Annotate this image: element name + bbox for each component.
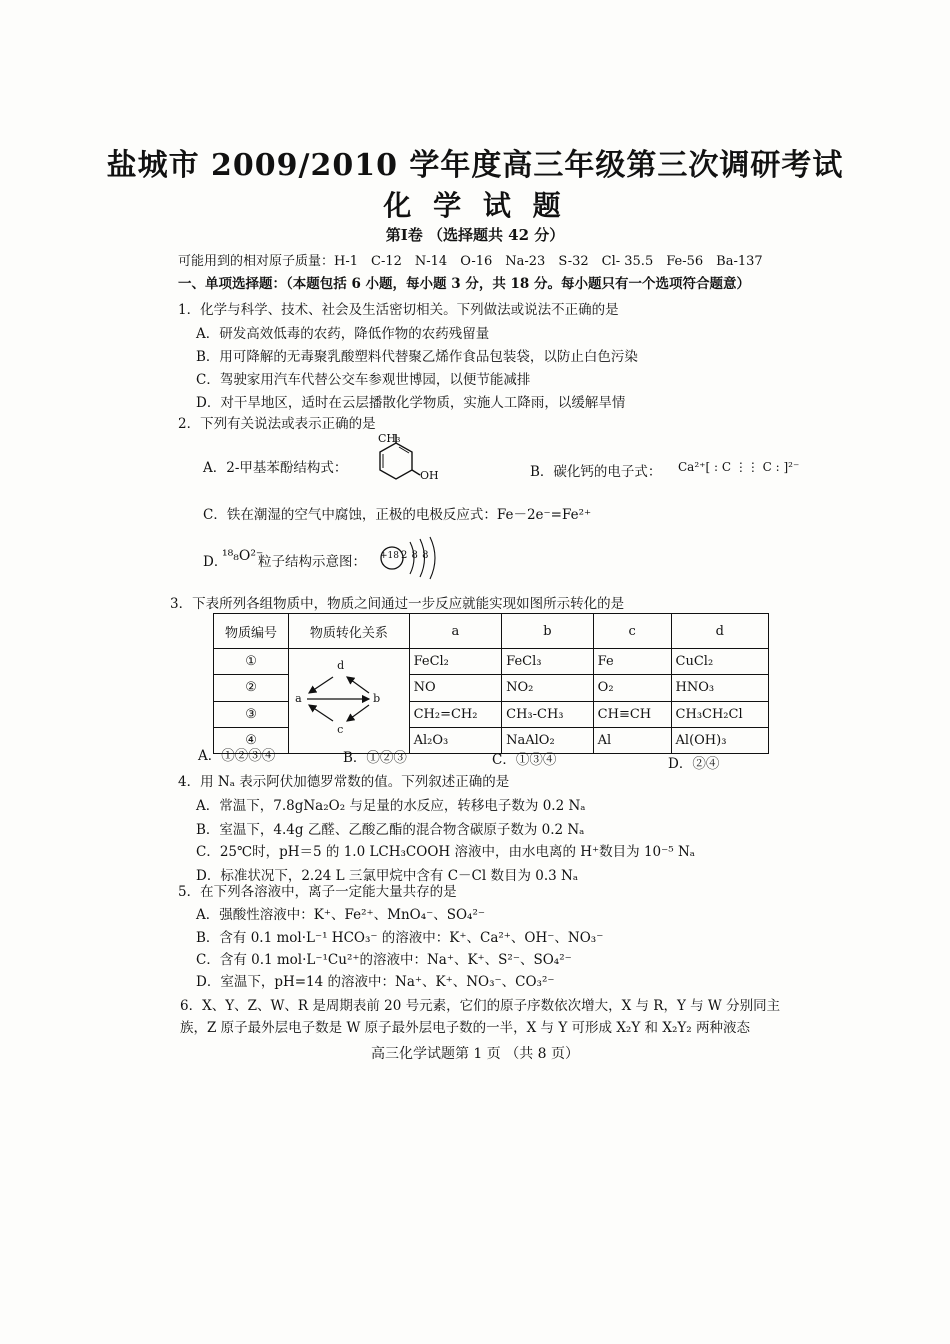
diagram-node-a: a xyxy=(295,692,302,705)
diagram-node-d: d xyxy=(337,659,345,672)
page-footer: 高三化学试题第 1 页 （共 8 页） xyxy=(370,1046,580,1062)
oxygen-ion: ¹⁸₈O²⁻ xyxy=(222,548,264,564)
row-number: ④ xyxy=(214,727,289,753)
q5-option-a: A．强酸性溶液中：K⁺、Fe²⁺、MnO₄⁻、SO₄²⁻ xyxy=(196,907,486,923)
header-cell: b xyxy=(502,614,594,649)
q4-option-b: B．室温下，4.4g 乙醛、乙酸乙酯的混合物含碳原子数为 0.2 Nₐ xyxy=(196,822,585,838)
q2-option-d-prefix: D． xyxy=(203,554,228,570)
q4-option-a: A．常温下，7.8gNa₂O₂ 与足量的水反应，转移电子数为 0.2 Nₐ xyxy=(196,798,586,814)
q1-stem: 1．化学与科学、技术、社会及生活密切相关。下列做法或说法不正确的是 xyxy=(178,302,619,318)
q2-option-b: B．碳化钙的电子式： xyxy=(530,464,662,480)
header-cell: c xyxy=(593,614,671,649)
cell-d: CuCl₂ xyxy=(671,649,768,675)
calcium-carbide-formula: Ca²⁺[ : C ⋮⋮ C : ]²⁻ xyxy=(678,460,800,474)
cell-c: CH≡CH xyxy=(593,701,671,727)
atomic-masses: 可能用到的相对原子质量：H-1 C-12 N-14 O-16 Na-23 S-32 Cl- 35.5 Fe-56 Ba-137 xyxy=(178,254,763,269)
cell-b: FeCl₃ xyxy=(502,649,594,675)
q2-option-c: C．铁在潮湿的空气中腐蚀，正极的电极反应式：Fe－2e⁻=Fe²⁺ xyxy=(203,507,592,523)
q5-option-b: B．含有 0.1 mol·L⁻¹ HCO₃⁻ 的溶液中：K⁺、Ca²⁺、OH⁻、NO₃⁻ xyxy=(196,930,604,946)
ch3-label: CH₃ xyxy=(378,432,401,445)
conversion-table xyxy=(213,613,769,754)
q6-line-2: 族，Z 原子最外层电子数是 W 原子最外层电子数的一半，X 与 Y 可形成 X₂Y 和 X₂Y₂ 两种液态 xyxy=(180,1020,750,1036)
q1-option-d: D．对干旱地区，适时在云层播散化学物质，实施人工降雨，以缓解旱情 xyxy=(196,395,626,411)
cell-d: CH₃CH₂Cl xyxy=(671,701,768,727)
q2-option-d-text: 粒子结构示意图： xyxy=(258,554,366,570)
cell-c: Al xyxy=(593,727,671,753)
header-cell: d xyxy=(671,614,768,649)
section-heading: 一、单项选择题：（本题包括 6 小题，每小题 3 分，共 18 分。每小题只有一个选项符合题意） xyxy=(178,276,751,292)
q3-option-a: A．①②③④ xyxy=(198,748,276,764)
table-header-row xyxy=(214,614,769,649)
q3-option-d: D．②④ xyxy=(668,756,720,772)
diagram-node-b: b xyxy=(373,692,381,705)
cell-b: NaAlO₂ xyxy=(502,727,594,753)
nucleus-charge: +18 xyxy=(380,551,399,561)
cell-a: FeCl₂ xyxy=(409,649,502,675)
q4-option-c: C．25℃时，pH＝5 的 1.0 LCH₃COOH 溶液中，由水电离的 H⁺数目为 10⁻⁵ Nₐ xyxy=(196,844,695,860)
q4-stem: 4．用 Nₐ 表示阿伏加德罗常数的值。下列叙述正确的是 xyxy=(178,774,510,790)
q5-option-d: D．室温下，pH=14 的溶液中：Na⁺、K⁺、NO₃⁻、CO₃²⁻ xyxy=(196,974,555,990)
header-cell: 物质转化关系 xyxy=(289,614,409,649)
q5-option-c: C．含有 0.1 mol·L⁻¹Cu²⁺的溶液中：Na⁺、K⁺、S²⁻、SO₄²⁻ xyxy=(196,952,572,968)
q1-option-a: A．研发高效低毒的农药，降低作物的农药残留量 xyxy=(196,326,490,342)
conversion-diagram xyxy=(289,649,401,749)
q2-option-a: A．2-甲基苯酚结构式： xyxy=(203,460,348,476)
electron-shells: 2 8 8 xyxy=(401,550,429,561)
q3-option-b: B．①②③ xyxy=(343,750,407,766)
cell-d: HNO₃ xyxy=(671,675,768,701)
q2-stem: 2．下列有关说法或表示正确的是 xyxy=(178,416,376,432)
q4-option-d: D．标准状况下，2.24 L 三氯甲烷中含有 C－Cl 数目为 0.3 Nₐ xyxy=(196,868,579,884)
cell-d: Al(OH)₃ xyxy=(671,727,768,753)
row-number: ③ xyxy=(214,701,289,727)
q6-line-1: 6．X、Y、Z、W、R 是周期表前 20 号元素，它们的原子序数依次增大，X 与 R，Y 与 W 分别同主 xyxy=(180,998,781,1014)
q3-stem: 3．下表所列各组物质中，物质之间通过一步反应就能实现如图所示转化的是 xyxy=(170,596,625,612)
cell-c: Fe xyxy=(593,649,671,675)
q1-option-b: B．用可降解的无毒聚乳酸塑料代替聚乙烯作食品包装袋，以防止白色污染 xyxy=(196,349,638,365)
table-row xyxy=(214,649,769,675)
row-number: ② xyxy=(214,675,289,701)
oh-label: OH xyxy=(420,469,439,482)
subject-title: 化 学 试 题 xyxy=(383,189,567,222)
header-cell: a xyxy=(409,614,502,649)
page-title: 盐城市 2009/2010 学年度高三年级第三次调研考试 xyxy=(106,148,844,183)
cell-b: NO₂ xyxy=(502,675,594,701)
volume-heading: 第Ⅰ卷 （选择题共 42 分） xyxy=(385,226,565,244)
q1-option-c: C．驾驶家用汽车代替公交车参观世博园，以便节能减排 xyxy=(196,372,531,388)
cell-a: Al₂O₃ xyxy=(409,727,502,753)
diagram-node-c: c xyxy=(337,723,344,736)
cell-a: CH₂=CH₂ xyxy=(409,701,502,727)
q5-stem: 5．在下列各溶液中，离子一定能大量共存的是 xyxy=(178,884,457,900)
header-cell: 物质编号 xyxy=(214,614,289,649)
row-number: ① xyxy=(214,649,289,675)
conversion-diagram-cell xyxy=(289,649,409,754)
cell-c: O₂ xyxy=(593,675,671,701)
cell-b: CH₃-CH₃ xyxy=(502,701,594,727)
cell-a: NO xyxy=(409,675,502,701)
q3-option-c: C．①③④ xyxy=(492,752,557,768)
